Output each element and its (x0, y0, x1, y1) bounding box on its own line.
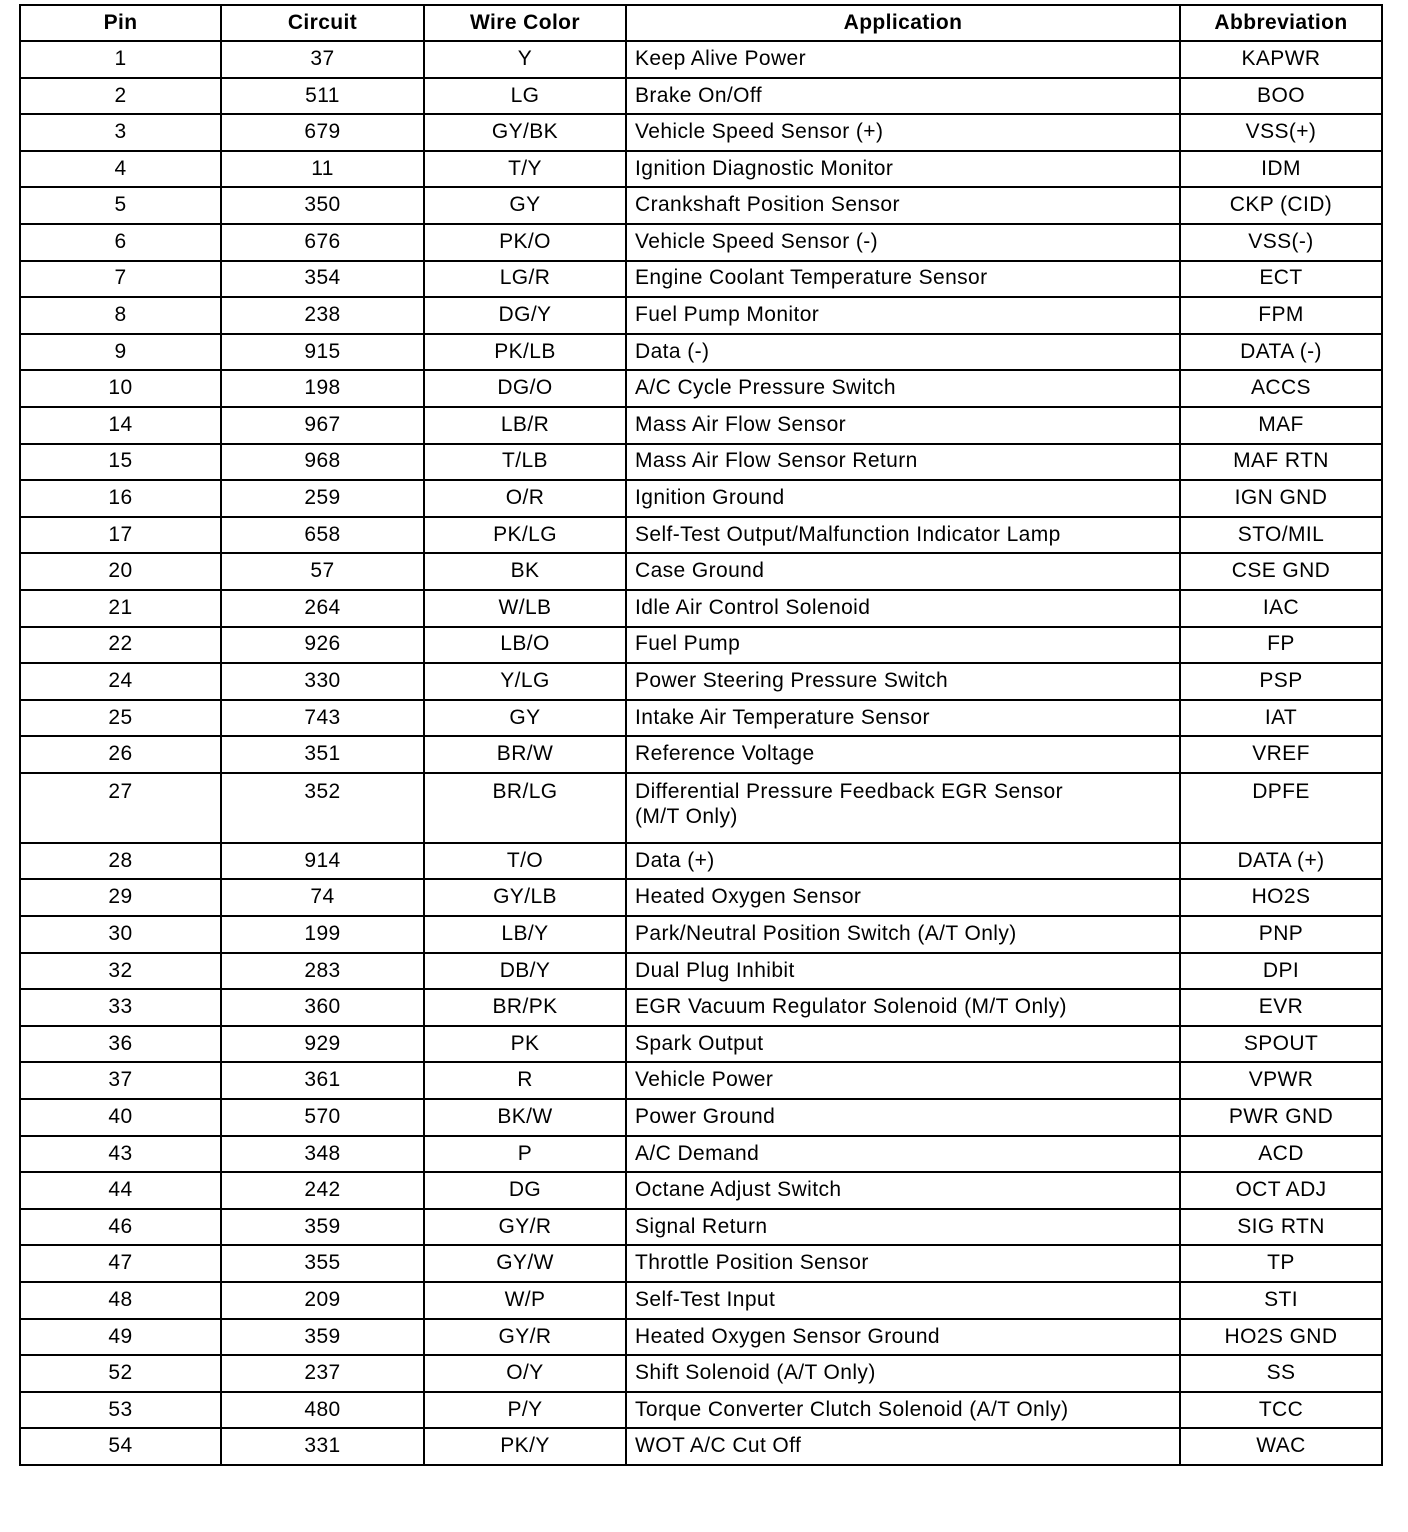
wire-color-cell: W/LB (424, 590, 626, 627)
wire-color-cell: GY/R (424, 1319, 626, 1356)
abbreviation-cell: DPFE (1180, 773, 1382, 843)
application-cell: Engine Coolant Temperature Sensor (626, 261, 1180, 298)
table-row (20, 41, 1382, 78)
pin-cell: 36 (20, 1026, 221, 1063)
application-cell: A/C Cycle Pressure Switch (626, 370, 1180, 407)
abbreviation-cell: HO2S (1180, 879, 1382, 916)
circuit-cell: 209 (221, 1282, 424, 1319)
wire-color-cell: Y (424, 41, 626, 78)
table-row (20, 916, 1382, 953)
circuit-cell: 968 (221, 444, 424, 481)
application-cell: Self-Test Input (626, 1282, 1180, 1319)
circuit-cell: 259 (221, 480, 424, 517)
wire-color-cell: R (424, 1062, 626, 1099)
table-row (20, 261, 1382, 298)
application-cell: Heated Oxygen Sensor (626, 879, 1180, 916)
wire-color-cell: BR/LG (424, 773, 626, 843)
pin-cell: 4 (20, 151, 221, 188)
wire-color-cell: LG (424, 78, 626, 115)
wire-color-cell: PK/LG (424, 517, 626, 554)
application-cell: Throttle Position Sensor (626, 1245, 1180, 1282)
circuit-cell: 915 (221, 334, 424, 371)
application-line-2: (M/T Only) (635, 804, 738, 828)
application-cell: Data (+) (626, 843, 1180, 880)
circuit-cell: 743 (221, 700, 424, 737)
wire-color-cell: BK (424, 553, 626, 590)
abbreviation-cell: STO/MIL (1180, 517, 1382, 554)
abbreviation-cell: DATA (+) (1180, 843, 1382, 880)
table-row (20, 1355, 1382, 1392)
wire-color-cell: DG/O (424, 370, 626, 407)
application-cell: Power Steering Pressure Switch (626, 663, 1180, 700)
wire-color-cell: DG (424, 1172, 626, 1209)
pin-cell: 16 (20, 480, 221, 517)
application-cell: Idle Air Control Solenoid (626, 590, 1180, 627)
table-row (20, 1062, 1382, 1099)
table-row (20, 517, 1382, 554)
application-cell: Spark Output (626, 1026, 1180, 1063)
abbreviation-cell: FP (1180, 627, 1382, 664)
pinout-table (19, 4, 1383, 1466)
circuit-cell: 929 (221, 1026, 424, 1063)
circuit-cell: 967 (221, 407, 424, 444)
wire-color-cell: W/P (424, 1282, 626, 1319)
wire-color-cell: P (424, 1136, 626, 1173)
abbreviation-cell: MAF (1180, 407, 1382, 444)
circuit-cell: 242 (221, 1172, 424, 1209)
wire-color-cell: O/R (424, 480, 626, 517)
circuit-cell: 237 (221, 1355, 424, 1392)
application-cell: Heated Oxygen Sensor Ground (626, 1319, 1180, 1356)
table-row (20, 1026, 1382, 1063)
wire-color-cell: P/Y (424, 1392, 626, 1429)
circuit-cell: 283 (221, 953, 424, 990)
header-pin: Pin (20, 5, 221, 41)
table-row (20, 151, 1382, 188)
application-line: Differential Pressure Feedback EGR Sensor (635, 779, 1064, 803)
pin-cell: 40 (20, 1099, 221, 1136)
circuit-cell: 360 (221, 989, 424, 1026)
application-cell: A/C Demand (626, 1136, 1180, 1173)
header-wire-color: Wire Color (424, 5, 626, 41)
wire-color-cell: LB/O (424, 627, 626, 664)
table-row (20, 953, 1382, 990)
pin-cell: 21 (20, 590, 221, 627)
wire-color-cell: Y/LG (424, 663, 626, 700)
table-row (20, 297, 1382, 334)
table-row (20, 1209, 1382, 1246)
wire-color-cell: DB/Y (424, 953, 626, 990)
abbreviation-cell: EVR (1180, 989, 1382, 1026)
circuit-cell: 57 (221, 553, 424, 590)
table-row (20, 989, 1382, 1026)
pin-cell: 9 (20, 334, 221, 371)
application-cell: Mass Air Flow Sensor (626, 407, 1180, 444)
circuit-cell: 359 (221, 1319, 424, 1356)
pin-cell: 49 (20, 1319, 221, 1356)
table-row (20, 627, 1382, 664)
wire-color-cell: BR/PK (424, 989, 626, 1026)
application-cell: Octane Adjust Switch (626, 1172, 1180, 1209)
application-cell: Signal Return (626, 1209, 1180, 1246)
wire-color-cell: O/Y (424, 1355, 626, 1392)
application-cell: Fuel Pump Monitor (626, 297, 1180, 334)
application-cell: Self-Test Output/Malfunction Indicator Lamp (626, 517, 1180, 554)
table-row (20, 1136, 1382, 1173)
circuit-cell: 199 (221, 916, 424, 953)
wire-color-cell: PK/O (424, 224, 626, 261)
pin-cell: 24 (20, 663, 221, 700)
circuit-cell: 354 (221, 261, 424, 298)
abbreviation-cell: HO2S GND (1180, 1319, 1382, 1356)
table-row (20, 370, 1382, 407)
wire-color-cell: GY (424, 187, 626, 224)
pin-cell: 27 (20, 773, 221, 843)
circuit-cell: 37 (221, 41, 424, 78)
pin-cell: 44 (20, 1172, 221, 1209)
pin-cell: 1 (20, 41, 221, 78)
abbreviation-cell: DATA (-) (1180, 334, 1382, 371)
table-row (20, 78, 1382, 115)
circuit-cell: 330 (221, 663, 424, 700)
application-cell: Case Ground (626, 553, 1180, 590)
abbreviation-cell: TP (1180, 1245, 1382, 1282)
wire-color-cell: PK (424, 1026, 626, 1063)
pin-cell: 26 (20, 736, 221, 773)
pin-cell: 14 (20, 407, 221, 444)
table-row (20, 843, 1382, 880)
circuit-cell: 658 (221, 517, 424, 554)
table-row (20, 700, 1382, 737)
wire-color-cell: PK/Y (424, 1428, 626, 1465)
wire-color-cell: BR/W (424, 736, 626, 773)
wire-color-cell: T/Y (424, 151, 626, 188)
application-cell: EGR Vacuum Regulator Solenoid (M/T Only) (626, 989, 1180, 1026)
wire-color-cell: DG/Y (424, 297, 626, 334)
application-cell: Park/Neutral Position Switch (A/T Only) (626, 916, 1180, 953)
pin-cell: 54 (20, 1428, 221, 1465)
wire-color-cell: GY/BK (424, 114, 626, 151)
application-cell: Crankshaft Position Sensor (626, 187, 1180, 224)
header-circuit: Circuit (221, 5, 424, 41)
application-cell: Data (-) (626, 334, 1180, 371)
table-row (20, 1282, 1382, 1319)
pin-cell: 46 (20, 1209, 221, 1246)
wire-color-cell: LB/R (424, 407, 626, 444)
pin-cell: 17 (20, 517, 221, 554)
table-row (20, 879, 1382, 916)
wire-color-cell: GY/W (424, 1245, 626, 1282)
abbreviation-cell: VPWR (1180, 1062, 1382, 1099)
header-abbreviation: Abbreviation (1180, 5, 1382, 41)
wire-color-cell: GY/R (424, 1209, 626, 1246)
pin-cell: 15 (20, 444, 221, 481)
table-row (20, 407, 1382, 444)
application-cell: Shift Solenoid (A/T Only) (626, 1355, 1180, 1392)
wire-color-cell: LG/R (424, 261, 626, 298)
pin-cell: 37 (20, 1062, 221, 1099)
application-cell: Keep Alive Power (626, 41, 1180, 78)
circuit-cell: 348 (221, 1136, 424, 1173)
pin-cell: 32 (20, 953, 221, 990)
abbreviation-cell: VSS(-) (1180, 224, 1382, 261)
application-cell: Vehicle Speed Sensor (+) (626, 114, 1180, 151)
application-cell: Torque Converter Clutch Solenoid (A/T Only) (626, 1392, 1180, 1429)
pin-cell: 8 (20, 297, 221, 334)
abbreviation-cell: FPM (1180, 297, 1382, 334)
circuit-cell: 355 (221, 1245, 424, 1282)
application-cell: Power Ground (626, 1099, 1180, 1136)
header-row (20, 5, 1382, 41)
table-row (20, 114, 1382, 151)
table-row (20, 1099, 1382, 1136)
circuit-cell: 264 (221, 590, 424, 627)
application-cell (626, 773, 1180, 843)
abbreviation-cell: IGN GND (1180, 480, 1382, 517)
circuit-cell: 198 (221, 370, 424, 407)
pin-cell: 29 (20, 879, 221, 916)
wire-color-cell: PK/LB (424, 334, 626, 371)
abbreviation-cell: ACCS (1180, 370, 1382, 407)
wire-color-cell: BK/W (424, 1099, 626, 1136)
header-application: Application (626, 5, 1180, 41)
table-row (20, 480, 1382, 517)
abbreviation-cell: STI (1180, 1282, 1382, 1319)
table-row (20, 553, 1382, 590)
abbreviation-cell: CSE GND (1180, 553, 1382, 590)
wire-color-cell: GY/LB (424, 879, 626, 916)
application-cell: Vehicle Power (626, 1062, 1180, 1099)
abbreviation-cell: PSP (1180, 663, 1382, 700)
abbreviation-cell: KAPWR (1180, 41, 1382, 78)
table-row (20, 334, 1382, 371)
circuit-cell: 350 (221, 187, 424, 224)
table-row (20, 187, 1382, 224)
pin-cell: 22 (20, 627, 221, 664)
circuit-cell: 352 (221, 773, 424, 843)
wire-color-cell: T/LB (424, 444, 626, 481)
circuit-cell: 74 (221, 879, 424, 916)
abbreviation-cell: SS (1180, 1355, 1382, 1392)
application-cell: Ignition Diagnostic Monitor (626, 151, 1180, 188)
pin-cell: 52 (20, 1355, 221, 1392)
circuit-cell: 351 (221, 736, 424, 773)
circuit-cell: 331 (221, 1428, 424, 1465)
pin-cell: 20 (20, 553, 221, 590)
table-row (20, 590, 1382, 627)
circuit-cell: 238 (221, 297, 424, 334)
abbreviation-cell: DPI (1180, 953, 1382, 990)
abbreviation-cell: TCC (1180, 1392, 1382, 1429)
table-row (20, 1392, 1382, 1429)
pin-cell: 53 (20, 1392, 221, 1429)
pin-cell: 10 (20, 370, 221, 407)
pin-cell: 30 (20, 916, 221, 953)
circuit-cell: 914 (221, 843, 424, 880)
application-cell: Fuel Pump (626, 627, 1180, 664)
pin-cell: 33 (20, 989, 221, 1026)
table-row (20, 444, 1382, 481)
abbreviation-cell: IDM (1180, 151, 1382, 188)
circuit-cell: 570 (221, 1099, 424, 1136)
pin-cell: 6 (20, 224, 221, 261)
pin-cell: 7 (20, 261, 221, 298)
table-row (20, 663, 1382, 700)
application-cell: Brake On/Off (626, 78, 1180, 115)
circuit-cell: 676 (221, 224, 424, 261)
table-row (20, 773, 1382, 843)
pin-cell: 25 (20, 700, 221, 737)
abbreviation-cell: SPOUT (1180, 1026, 1382, 1063)
circuit-cell: 679 (221, 114, 424, 151)
pin-cell: 2 (20, 78, 221, 115)
abbreviation-cell: BOO (1180, 78, 1382, 115)
application-cell: Ignition Ground (626, 480, 1180, 517)
abbreviation-cell: PWR GND (1180, 1099, 1382, 1136)
circuit-cell: 511 (221, 78, 424, 115)
application-cell: WOT A/C Cut Off (626, 1428, 1180, 1465)
application-cell: Intake Air Temperature Sensor (626, 700, 1180, 737)
abbreviation-cell: VREF (1180, 736, 1382, 773)
table-row (20, 1319, 1382, 1356)
circuit-cell: 11 (221, 151, 424, 188)
pin-cell: 3 (20, 114, 221, 151)
application-cell: Reference Voltage (626, 736, 1180, 773)
wire-color-cell: LB/Y (424, 916, 626, 953)
table-body (20, 41, 1382, 1465)
circuit-cell: 480 (221, 1392, 424, 1429)
abbreviation-cell: PNP (1180, 916, 1382, 953)
abbreviation-cell: IAT (1180, 700, 1382, 737)
abbreviation-cell: MAF RTN (1180, 444, 1382, 481)
application-cell: Vehicle Speed Sensor (-) (626, 224, 1180, 261)
circuit-cell: 926 (221, 627, 424, 664)
pin-cell: 48 (20, 1282, 221, 1319)
circuit-cell: 361 (221, 1062, 424, 1099)
table-row (20, 736, 1382, 773)
pin-cell: 43 (20, 1136, 221, 1173)
application-cell: Dual Plug Inhibit (626, 953, 1180, 990)
abbreviation-cell: CKP (CID) (1180, 187, 1382, 224)
abbreviation-cell: OCT ADJ (1180, 1172, 1382, 1209)
table-row (20, 1172, 1382, 1209)
table-row (20, 224, 1382, 261)
abbreviation-cell: SIG RTN (1180, 1209, 1382, 1246)
pin-cell: 47 (20, 1245, 221, 1282)
wire-color-cell: T/O (424, 843, 626, 880)
abbreviation-cell: WAC (1180, 1428, 1382, 1465)
abbreviation-cell: IAC (1180, 590, 1382, 627)
pin-cell: 5 (20, 187, 221, 224)
table-row (20, 1428, 1382, 1465)
abbreviation-cell: VSS(+) (1180, 114, 1382, 151)
abbreviation-cell: ECT (1180, 261, 1382, 298)
pin-cell: 28 (20, 843, 221, 880)
abbreviation-cell: ACD (1180, 1136, 1382, 1173)
wire-color-cell: GY (424, 700, 626, 737)
table-row (20, 1245, 1382, 1282)
circuit-cell: 359 (221, 1209, 424, 1246)
application-cell: Mass Air Flow Sensor Return (626, 444, 1180, 481)
